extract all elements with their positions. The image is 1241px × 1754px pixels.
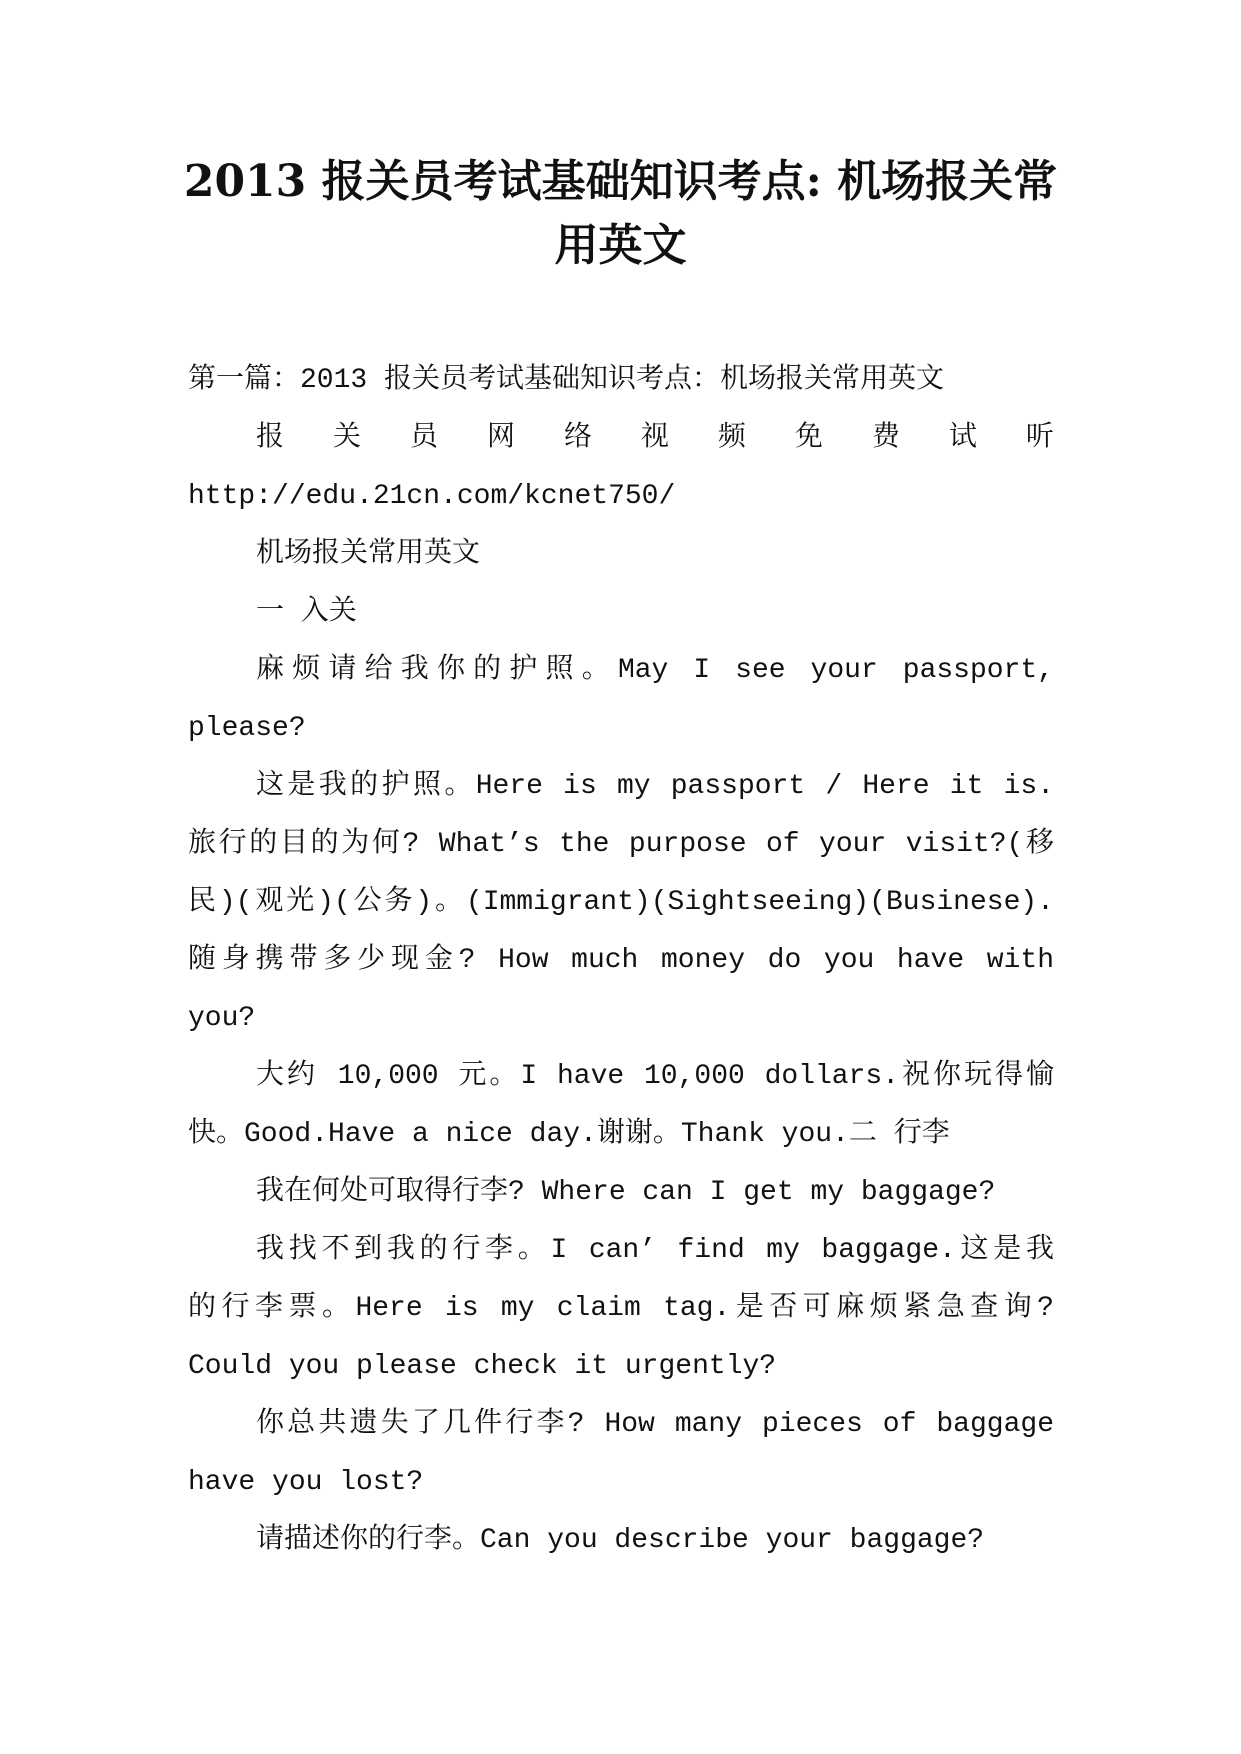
text-line: 大约 10,000 元。I have 10,000 dollars.祝你玩得愉 <box>256 1061 1054 1092</box>
promo-char: 员 <box>409 423 438 454</box>
text-line: 旅行的目的为何? What’s the purpose of your visit?(移 <box>188 829 1054 860</box>
text-line: you? <box>188 1003 256 1034</box>
text-line: 我在何处可取得行李? Where can I get my baggage? <box>256 1177 996 1208</box>
promo-char: 费 <box>871 423 900 454</box>
text-line: have you lost? <box>188 1467 424 1498</box>
promo-char: 视 <box>640 423 669 454</box>
document-title-line-1: 2013 报关员考试基础知识考点: 机场报关常 <box>183 156 1058 207</box>
promo-char: 络 <box>563 423 592 454</box>
section-title: 机场报关常用英文 <box>256 539 481 570</box>
promo-char: 免 <box>794 423 823 454</box>
document-body <box>188 352 1054 1570</box>
promo-char: 频 <box>717 423 746 454</box>
text-line: 快。Good.Have a nice day.谢谢。Thank you.二 行李 <box>188 1119 950 1150</box>
text-line: 我找不到我的行李。I can’ find my baggage.这是我 <box>256 1235 1054 1266</box>
text-line: 的行李票。Here is my claim tag.是否可麻烦紧急查询? <box>188 1293 1054 1324</box>
text-line: 这是我的护照。Here is my passport / Here it is. <box>256 771 1054 802</box>
text-line: 请描述你的行李。Can you describe your baggage? <box>256 1525 985 1556</box>
promo-char: 试 <box>948 423 977 454</box>
text-line: 民)(观光)(公务)。(Immigrant)(Sightseeing)(Businese). <box>188 887 1054 918</box>
text-line: 你总共遗失了几件行李? How many pieces of baggage <box>256 1409 1054 1440</box>
promo-char: 报 <box>256 423 285 454</box>
text-line: 随身携带多少现金? How much money do you have with <box>188 945 1054 976</box>
chapter-heading: 第一篇：2013 报关员考试基础知识考点：机场报关常用英文 <box>188 365 945 396</box>
part-one-heading: 一 入关 <box>256 597 357 628</box>
promo-url: http://edu.21cn.com/kcnet750/ <box>188 481 676 512</box>
document-title-line-2: 用英文 <box>554 220 687 271</box>
promo-char: 关 <box>332 423 361 454</box>
promo-line <box>188 410 1054 468</box>
text-line: 麻烦请给我你的护照。May I see your passport, <box>256 655 1054 686</box>
promo-char: 听 <box>1025 423 1054 454</box>
text-line: please? <box>188 713 306 744</box>
text-line: Could you please check it urgently? <box>188 1351 777 1382</box>
promo-char: 网 <box>486 423 515 454</box>
